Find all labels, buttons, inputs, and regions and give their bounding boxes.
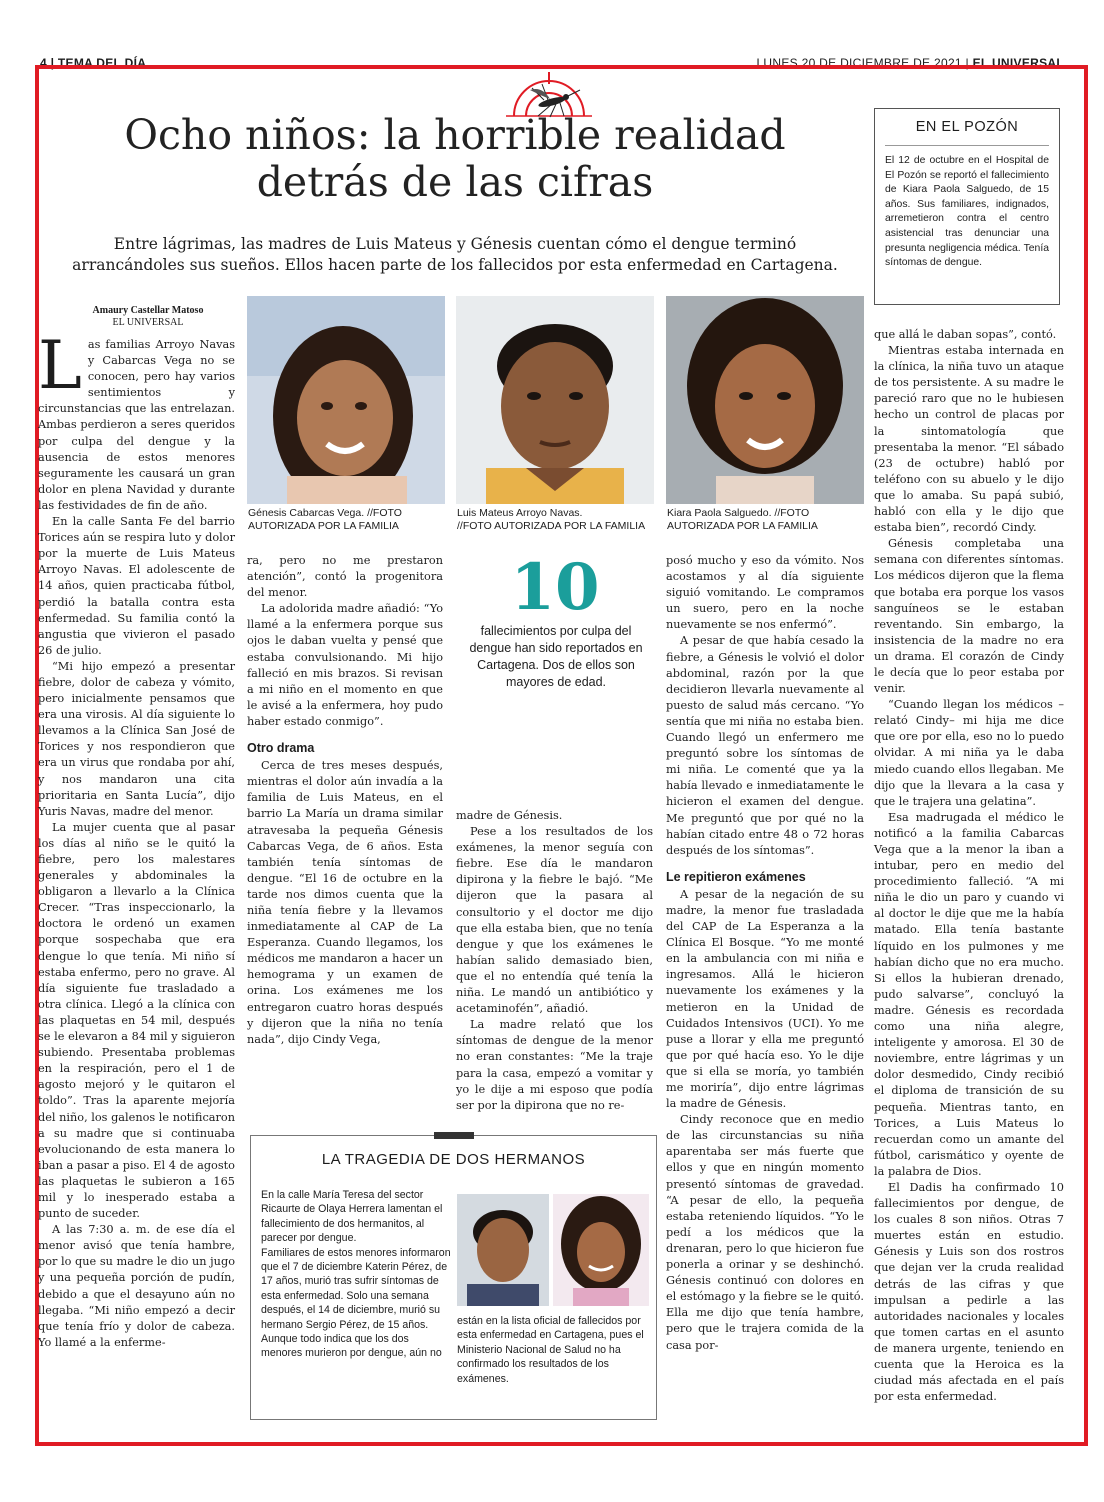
caption-luis-name: Luis Mateus Arroyo Navas. <box>457 507 583 519</box>
photo-kiara <box>666 296 864 504</box>
date-text: LUNES 20 DE DICIEMBRE DE 2021 | <box>756 56 969 70</box>
paragraph: La madre relató que los síntomas de dengue de la menor no eran constantes: “Me la traje para la casa, empezó a vomitar y yo le dije a mi esposo que podía ser por la dipirona que no re- <box>456 1018 653 1112</box>
caption-kiara <box>667 507 863 533</box>
photo-katerin <box>553 1194 649 1306</box>
paragraph: madre de Génesis. <box>456 809 563 822</box>
paragraph: Génesis completaba una semana con diferentes síntomas. Los médicos dijeron que la flema que botaba era porque los vasos sanguíneos se le estaban reventando. Sin embargo, la insistencia de la madre no era un drama. El corazón de Cindy le decía que lo peor estaba por venir. <box>874 537 1064 696</box>
caption-genesis <box>248 507 444 533</box>
paragraph: Aunque todo indica que los dos menores murieron por dengue, aún no <box>261 1333 442 1360</box>
sidebar-box <box>874 108 1060 305</box>
caption-luis-credit: //FOTO AUTORIZADA POR LA FAMILIA <box>457 520 646 532</box>
article-column-1 <box>38 327 235 1351</box>
caption-kiara-credit: //FOTO AUTORIZADA POR LA FAMILIA <box>667 507 818 532</box>
paragraph: que allá le daban sopas”, contó. <box>874 328 1057 341</box>
article-column-5 <box>874 327 1064 1405</box>
subheading-repitieron: Le repitieron exámenes <box>666 869 806 884</box>
author-outlet: EL UNIVERSAL <box>112 317 184 328</box>
subheading-otro-drama: Otro drama <box>247 741 315 756</box>
paragraph: A las 7:30 a. m. de ese día el menor avisó que tenía hambre, por lo que su madre le dio un jugo y una pequeña porción de pudín, debido a que el desayuno aún no llegaba. “Mi niño empezó a decir que tenía frío y dolor de cabeza. Yo llamé a la enferme- <box>38 1223 235 1349</box>
paragraph: posó mucho y eso da vómito. Nos acostamos y al día siguiente siguió vomitando. Le compramos un suero, pero en la noche nuevamente se nos enfermó”. <box>666 554 864 632</box>
drop-cap: L <box>38 327 82 404</box>
article-column-3 <box>456 808 653 1114</box>
article-column-2 <box>247 553 443 1048</box>
tragedy-text-left <box>261 1188 451 1361</box>
paragraph: A pesar de que había cesado la fiebre, a Génesis le volvió el dolor abdominal, razón por la que decidieron llevarla nuevamente al puesto de salud más cercano. “Yo sentía que mi niña no estaba bien. Cuando llegó un enfermero me preguntó sobre los síntomas de mi niña. Le comenté que ya la había llevado e inmediatamente le hicieron el examen del dengue. Me preguntó que por qué no la habían citado entre 48 o 72 horas después de los síntomas”. <box>666 634 864 857</box>
stat-number: 10 <box>510 550 600 625</box>
paragraph: “Cuando llegan los médicos –relató Cindy– mi hija me dice que ore por ella, eso no lo puedo olvidar. A mi niña ya le daba miedo cuando ellos llegaban. Me dijo que la llevara a la casa y que le trajera una gelatina”. <box>874 698 1064 808</box>
stat-text: fallecimientos por culpa del dengue han sido reportados en Cartagena. Dos de ellos son mayores de edad. <box>469 624 643 689</box>
paragraph: Cindy reconoce que en medio de las circunstancias su niña aparentaba ser más fuerte que ellos y que en ningún momento presentó síntomas de gravedad. “A pesar de ello, la pequeña estaba reteniendo líquidos. “Yo le pedí a los médicos que la drenaran, pero lo que hicieron fue ponerla a orinar y se deshinchó. Génesis continuó con dolores en el estómago y la fiebre se le quitó. Ella me dijo que tenía hambre, pero que le trajera comida de la casa por- <box>666 1113 864 1352</box>
sidebar-title: EN EL POZÓN <box>885 119 1049 146</box>
article-dek: Entre lágrimas, las madres de Luis Mateus y Génesis cuentan cómo el dengue terminó arrancándoles sus sueños. Ellos hacen parte de los fallecidos por esta enfermedad en Cartagena. <box>72 235 838 274</box>
paragraph: En la calle Santa Fe del barrio Torices aún se respira luto y dolor por la muerte de Luis Mateus Arroyo Navas. El adolescente de 14 años, quien practicaba fútbol, perdió la batalla contra esta enfermedad. Su familia contó la angustia que vivieron el pasado 26 de julio. <box>38 515 235 657</box>
paragraph: Cerca de tres meses después, mientras el dolor aún invadía a la familia de Luis Mateus, en el barrio La María un drama similar atravesaba la pequeña Génesis Cabarcas Vega, de 6 años. Esta también tenía síntomas de dengue. “El 16 de octubre en la tarde nos dimos cuenta que la niña tenía fiebre y la llevamos inmediatamente al CAP de La Esperanza. Cuando llegamos, los médicos me mandaron a hacer un hemograma y un examen de orina. Los exámenes me los entregaron cuatro horas después y dijeron que la niña no tenía nada”, dijo Cindy Vega, <box>247 759 443 1046</box>
paragraph: Familiares de estos menores informaron que el 7 de diciembre Katerin Pérez, de 17 años, murió tras sufrir síntomas de esta enfermedad. Solo una semana después, el 14 de diciembre, murió su hermano Sergio Pérez, de 15 años. <box>261 1246 451 1331</box>
author-name: Amaury Castellar Matoso <box>92 305 204 316</box>
tragedy-title: LA TRAGEDIA DE DOS HERMANOS <box>321 1151 586 1168</box>
caption-kiara-name: Kiara Paola Salguedo. <box>667 507 772 519</box>
caption-genesis-name: Génesis Cabarcas Vega. <box>248 507 365 519</box>
caption-luis <box>457 507 653 533</box>
paragraph: La mujer cuenta que al pasar los días al niño se le quitó la fiebre, pero los malestares generales y abdominales la obligaron a llevarlo a la Clínica Crecer. “Tras inspeccionarlo, la doctora le ordenó un examen porque sospechaba que era dengue lo que tenía. Mi niño sí estaba enfermo, pero no grave. Al día siguiente fue trasladado a otra clínica. Llegó a la clínica con las plaquetas en 54 mil, después se le elevaron a 84 mil y siguieron subiendo. Presentaba problemas en la respiración, pero el 1 de agosto mejoró y le quitaron el toldo”. Tras la aparente mejoría del niño, los galenos le notificaron a su madre que si continuaba evolucionando de esta manera lo iban a pasar a piso. El 4 de agosto las plaquetas le subieron a 165 mil y lo inesperado estaba a punto de suceder. <box>38 820 235 1221</box>
photo-luis-mateus <box>456 296 654 504</box>
paragraph: Pese a los resultados de los exámenes, la menor seguía con fiebre. Ese día le mandaron dipirona y la fiebre le bajó. “Me dijeron que la pasara al consultorio y el doctor me dijo que ella estaba bien, que no tenía dengue y que los exámenes le habían salido demasiado bien, que el no entendía qué tenía la niña. Le mandó un antibiótico y acetaminofén”, añadió. <box>456 825 653 1016</box>
paragraph: El Dadis ha confirmado 10 fallecimientos por dengue, de los cuales 8 son niños. Otras 7 muertes están en estudio. Génesis y Luis son dos rostros que dejan ver la cruda realidad detrás de las cifras y que impulsan a pedirle a las autoridades nacionales y locales que tomen cartas en el asunto de manera urgente, teniendo en cuenta que la Heroica es la ciudad más afectada en el país por esta enfermedad. <box>874 1180 1064 1404</box>
article-title: Ocho niños: la horrible realidad detrás de las cifras <box>124 111 786 206</box>
caption-genesis-credit: //FOTO AUTORIZADA POR LA FAMILIA <box>248 507 402 532</box>
article-column-4 <box>666 553 864 1354</box>
tragedy-text-right: están en la lista oficial de fallecidos por esta enfermedad en Cartagena, pues el Ministerio Nacional de Salud no ha confirmado los resultados de los exámenes. <box>457 1315 644 1385</box>
sidebar-text: El 12 de octubre en el Hospital de El Pozón se reportó el fallecimiento de Kiara Paola Salguedo, de 15 años. Sus familiares, indignados, arremetieron contra el centro asistencial tras denunciar una presunta negligencia médica. Tenía síntomas de dengue. <box>885 155 1049 269</box>
paragraph: ra, pero no me prestaron atención”, contó la progenitora del menor. <box>247 554 443 600</box>
paragraph: En la calle María Teresa del sector Ricaurte de Olaya Herrera lamentan el fallecimiento de dos hermanitos, al parecer por dengue. <box>261 1189 443 1245</box>
paragraph: as familias Arroyo Navas y Cabarcas Vega no se conocen, pero hay varios sentimientos y circunstancias que las entrelazan. Ambas perdieron a seres queridos por culpa del dengue y la ausencia de estos menores seguramente les causará un gran dolor en plena Navidad y durante las festividades de fin de año. <box>38 338 235 512</box>
paragraph: La adolorida madre añadió: “Yo llamé a la enfermera porque sus ojos le daban vuelta y pensé que estaba convulsionando. Mi hijo falleció en mis brazos. Si revisan a mi niño en el momento en que le avisé a la enfermera, hoy pudo haber estado conmigo”. <box>247 602 443 728</box>
paragraph: Mientras estaba internada en la clínica, la niña tuvo un ataque de tos persistente. A su madre le pareció raro que no le hubiesen hecho un control de placas por la sintomatología que presentaba la menor. “El sábado (23 de octubre) habló por teléfono con su abuelo y le dijo que lo amaba. Su papá subió, habló con ella y le dijo que estaba bien”, recordó Cindy. <box>874 344 1064 535</box>
box-tick <box>434 1132 474 1139</box>
photo-sergio <box>457 1194 549 1306</box>
tragedy-box <box>250 1135 657 1420</box>
photo-genesis <box>247 296 445 504</box>
paragraph: “Mi hijo empezó a presentar fiebre, dolor de cabeza y vómito, pero inicialmente pensamos que era una virosis. Al día siguiente lo llevamos a la Clínica San José de Torices y nos respondieron que era un virus que rondaba por ahí, y nos mandaron una cita prioritaria en Santa Lucía”, dijo Yuris Navas, madre del menor. <box>38 659 235 818</box>
byline <box>60 305 236 329</box>
section-header: 4 | TEMA DEL DÍA <box>40 56 147 70</box>
paragraph: A pesar de la negación de su madre, la menor fue trasladada del CAP de La Esperanza a la Clínica El Bosque. “Yo me monté en la ambulancia con mi niña e ingresamos. Allá le hicieron nuevamente los exámenes y la metieron en la Unidad de Cuidados Intensivos (UCI). Yo me puse a llorar y ella me preguntó que por qué hacía eso. Yo le dije que si ella se moría, yo también me moriría”, dijo entre lágrimas la madre de Génesis. <box>666 887 864 1111</box>
paragraph: Esa madrugada el médico le notificó a la familia Cabarcas Vega que a la menor la iban a intubar, pero en medio del procedimiento falleció. “A mi niña le dio un paro y cuando vi al doctor le dije que me la había matado. Ella tenía bastante líquido en los pulmones y me habían dicho que no era mucho. Si ellos la hubieran drenado, pudo salvarse”, concluyó la madre. Génesis es recordada como una niña alegre, inteligente y amorosa. El 30 de noviembre, entre lágrimas y un dolor desmedido, Cindy recibió el diploma de transición de su pequeña. Mientras tanto, en Torices, a Luis Mateus lo recuerdan como un amante del fútbol, carismático y oyente de la palabra de Dios. <box>874 810 1064 1178</box>
paper-name: EL UNIVERSAL <box>972 56 1064 70</box>
